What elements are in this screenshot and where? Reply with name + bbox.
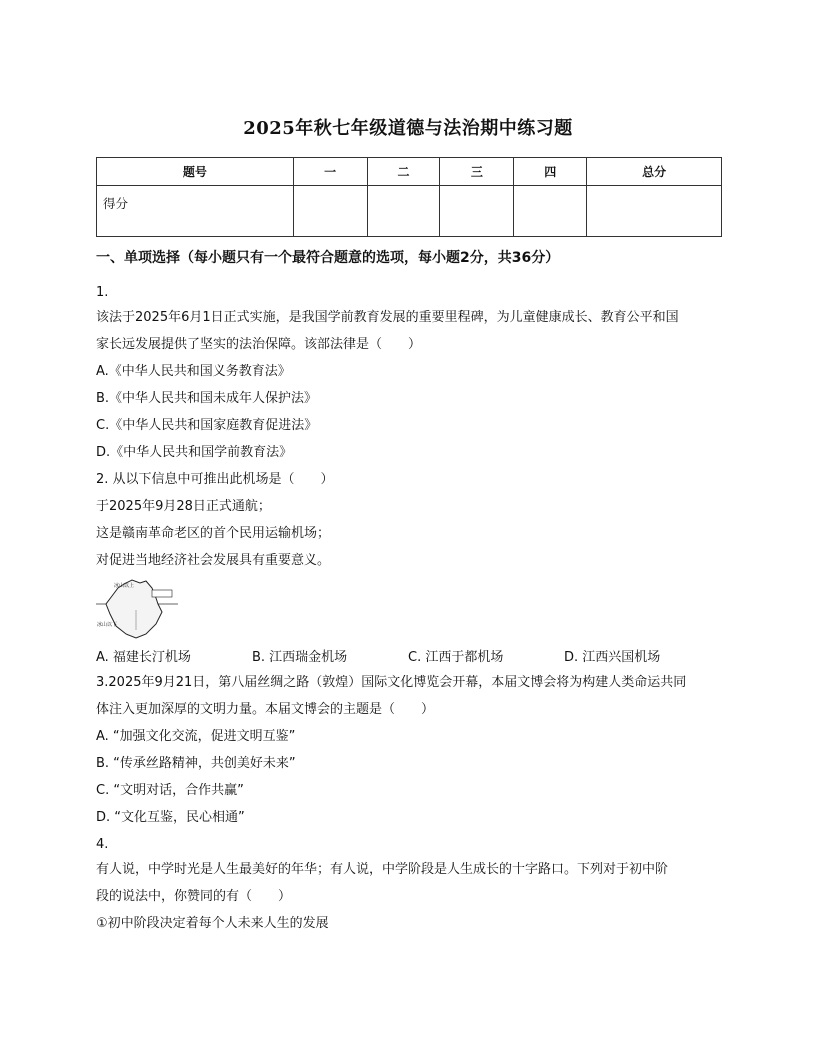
q3-option-b: B. “传承丝路精神，共创美好未来” (96, 756, 296, 771)
q3-stem-line-1: 3.2025年9月21日，第八届丝绸之路（敦煌）国际文化博览会开幕，本届文博会将为构建人类命运共同 (96, 675, 687, 690)
q2-option-d: D. 江西兴国机场 (564, 650, 661, 665)
score-cell-part-1[interactable] (293, 186, 367, 237)
score-table (96, 157, 722, 237)
label-box (152, 590, 172, 597)
score-row-label: 得分 (97, 186, 294, 237)
iceberg-figure (96, 578, 178, 640)
q2-info-1: 于2025年9月28日正式通航； (96, 499, 271, 514)
q3-option-d: D. “文化互鉴，民心相通” (96, 810, 245, 825)
score-table-score-row (97, 186, 722, 237)
score-cell-part-3[interactable] (440, 186, 514, 237)
q2-stem: 2. 从以下信息中可推出此机场是（ ） (96, 472, 334, 487)
header-part-4: 四 (514, 158, 587, 186)
figure-label-top: 冰山以上 (114, 583, 135, 589)
q1-number: 1. (96, 285, 109, 300)
q4-item-1: ①初中阶段决定着每个人未来人生的发展 (96, 916, 329, 931)
score-cell-total[interactable] (587, 186, 722, 237)
q2-option-b: B. 江西瑞金机场 (252, 650, 348, 665)
header-part-2: 二 (367, 158, 440, 186)
q1-option-b: B.《中华人民共和国未成年人保护法》 (96, 391, 318, 406)
figure-label-bottom: 冰山以下 (97, 622, 118, 628)
score-table-header-row (97, 158, 722, 186)
page-title: 2025年秋七年级道德与法治期中练习题 (243, 118, 573, 139)
q3-option-a: A. “加强文化交流，促进文明互鉴” (96, 729, 296, 744)
q2-options-row (96, 646, 722, 664)
header-question-number: 题号 (97, 158, 294, 186)
q1-option-a: A.《中华人民共和国义务教育法》 (96, 364, 291, 379)
q1-option-c: C.《中华人民共和国家庭教育促进法》 (96, 418, 318, 433)
q1-stem-line-2: 家长远发展提供了坚实的法治保障。该部法律是（ ） (96, 337, 422, 352)
header-total: 总分 (587, 158, 722, 186)
q1-stem-line-1: 该法于2025年6月1日正式实施，是我国学前教育发展的重要里程碑，为儿童健康成长、教育公平和国 (96, 310, 679, 325)
score-cell-part-4[interactable] (514, 186, 587, 237)
q2-info-3: 对促进当地经济社会发展具有重要意义。 (96, 553, 331, 568)
header-part-1: 一 (293, 158, 367, 186)
score-cell-part-2[interactable] (367, 186, 440, 237)
section-heading-single-choice: 一、单项选择（每小题只有一个最符合题意的选项，每小题2分，共36分） (96, 250, 560, 266)
q2-info-2: 这是赣南革命老区的首个民用运输机场； (96, 526, 331, 541)
q3-option-c: C. “文明对话，合作共赢” (96, 783, 244, 798)
q4-number: 4. (96, 837, 109, 852)
header-part-3: 三 (440, 158, 514, 186)
q4-stem-line-2: 段的说法中，你赞同的有（ ） (96, 889, 292, 904)
q2-option-c: C. 江西于都机场 (408, 650, 504, 665)
q1-option-d: D.《中华人民共和国学前教育法》 (96, 445, 293, 460)
q3-stem-line-2: 体注入更加深厚的文明力量。本届文博会的主题是（ ） (96, 702, 435, 717)
q2-option-a: A. 福建长汀机场 (96, 650, 191, 665)
q4-stem-line-1: 有人说，中学时光是人生最美好的年华；有人说，中学阶段是人生成长的十字路口。下列对于初中阶 (96, 862, 669, 877)
